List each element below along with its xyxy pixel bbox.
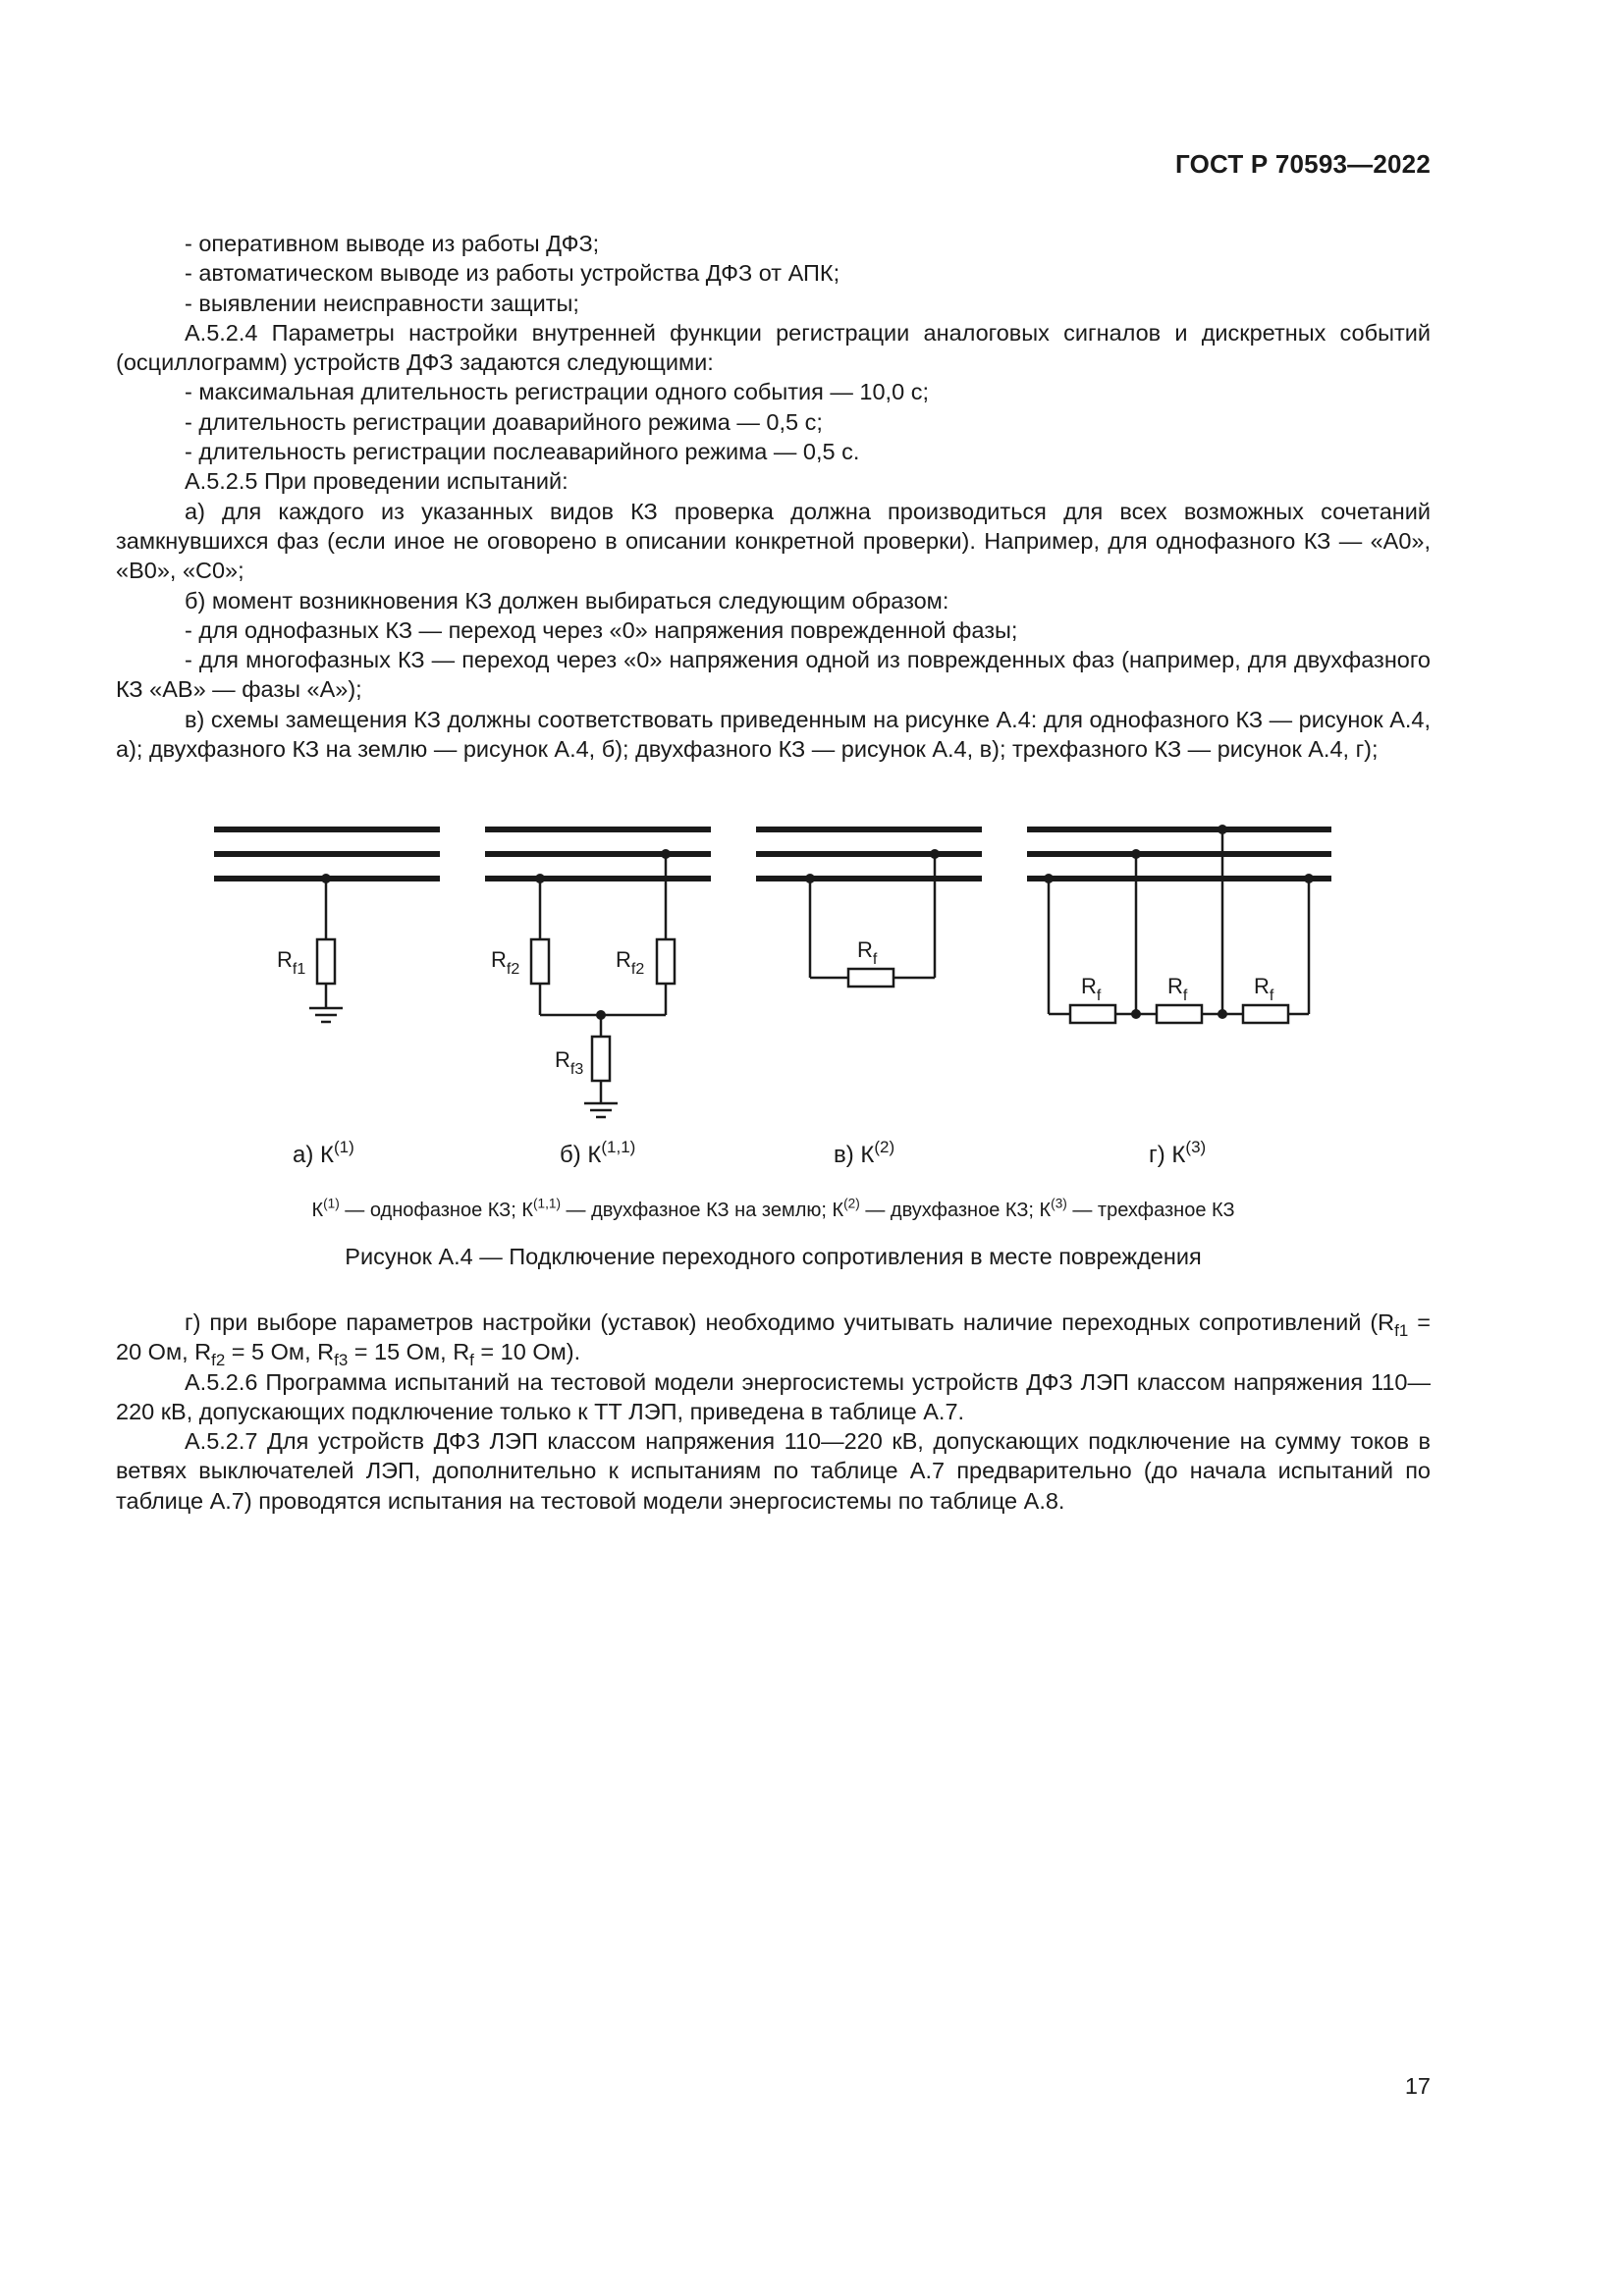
panel-label-b: б) К$^{(1,1)}$ (560, 1138, 636, 1168)
resistor-label-rf-g3: $R_f$ (1254, 974, 1274, 1004)
paragraph: - автоматическом выводе из работы устройства ДФЗ от АПК; (185, 260, 840, 287)
paragraph: б) момент возникновения КЗ должен выбираться следующим образом: (185, 587, 949, 614)
paragraph: а) для каждого из указанных видов КЗ проверка должна производиться для всех возможных сочетаний замкнувшихся фаз (если иное не оговорено в описании конкретной проверки). Например, для однофазного КЗ — «А0», «В0», «С0»; (116, 498, 1431, 584)
resistor-label-rf3: $R_{f3}$ (555, 1047, 584, 1078)
figure-legend: $К^{(1)}$ — однофазное КЗ; К$^{(1,1)}$ — двухфазное КЗ на землю; $К^{(2)}$ — двухфазное КЗ; $К^{(3)}$ — трехфазное КЗ (311, 1196, 1235, 1221)
paragraph: - выявлении неисправности защиты; (185, 290, 579, 316)
resistor-label-rf-v: $R_f$ (857, 937, 878, 968)
resistor-label-rf-g1: $R_f$ (1081, 974, 1102, 1004)
resistor-label-rf2-left: $R_{f2}$ (491, 947, 520, 978)
panel-label-a: а) $К^{(1)}$ (293, 1138, 354, 1168)
resistor-label-rf-g2: $R_f$ (1167, 974, 1188, 1004)
resistor-label-rf2-right: $R_{f2}$ (616, 947, 645, 978)
paragraph: А.5.2.6 Программа испытаний на тестовой модели энергосистемы устройств ДФЗ ЛЭП классом напряжения 110—220 кВ, допускающих подключение только к ТТ ЛЭП, приведена в таблице А.7. (116, 1368, 1431, 1424)
paragraph: А.5.2.4 Параметры настройки внутренней функции регистрации аналоговых сигналов и дискретных событий (осциллограмм) устройств ДФЗ задаются следующими: (116, 319, 1431, 376)
circuit-diagram (116, 797, 1431, 1209)
paragraph: А.5.2.7 Для устройств ДФЗ ЛЭП классом напряжения 110—220 кВ, допускающих подключение на сумму токов в ветвях выключателей ЛЭП, дополнительно к испытаниям по таблице А.7 предварительно (до начала испытаний по таблице А.7) проводятся испытания на тестовой модели энергосистемы по таблице А.8. (116, 1428, 1431, 1514)
paragraph-g: г) при выборе параметров настройки (уставок) необходимо учитывать наличие переходных сопротивлений ($R_{f1} = 20$ Ом, $R_{f2} = 5$ Ом, $R_{f3} = 15$ Ом, $R_f = 10$ Ом). (116, 1309, 1431, 1370)
page-number: 17 (1404, 2073, 1431, 2099)
body-text-bottom (116, 1308, 1431, 1516)
resistor-label-rf1: $R_{f1}$ (277, 947, 306, 978)
paragraph: в) схемы замещения КЗ должны соответствовать приведенным на рисунке А.4: для однофазного КЗ — рисунок А.4, а); двухфазного КЗ на землю — рисунок А.4, б); двухфазного КЗ — рисунок А.4, в); трехфазного КЗ — рисунок А.4, г); (116, 706, 1431, 763)
paragraph: - длительность регистрации доаварийного режима — 0,5 с; (185, 408, 823, 435)
paragraph: - для многофазных КЗ — переход через «0» напряжения одной из поврежденных фаз (например, для двухфазного КЗ «АВ» — фазы «А»); (116, 647, 1431, 703)
paragraph: - длительность регистрации послеаварийного режима — 0,5 с. (185, 439, 860, 465)
paragraph: А.5.2.5 При проведении испытаний: (185, 468, 568, 495)
paragraph: - максимальная длительность регистрации одного события — 10,0 с; (185, 379, 929, 405)
body-text-top (116, 229, 1431, 764)
figure-a4 (116, 797, 1431, 1288)
standard-header: ГОСТ Р 70593—2022 (1175, 149, 1431, 179)
paragraph: - оперативном выводе из работы ДФЗ; (185, 231, 600, 256)
figure-caption: Рисунок А.4 — Подключение переходного сопротивления в месте повреждения (345, 1244, 1202, 1269)
paragraph: - для однофазных КЗ — переход через «0» напряжения поврежденной фазы; (185, 616, 1018, 643)
panel-label-v: в) $К^{(2)}$ (834, 1138, 895, 1168)
panel-label-g: г) $К^{(3)}$ (1149, 1138, 1207, 1168)
